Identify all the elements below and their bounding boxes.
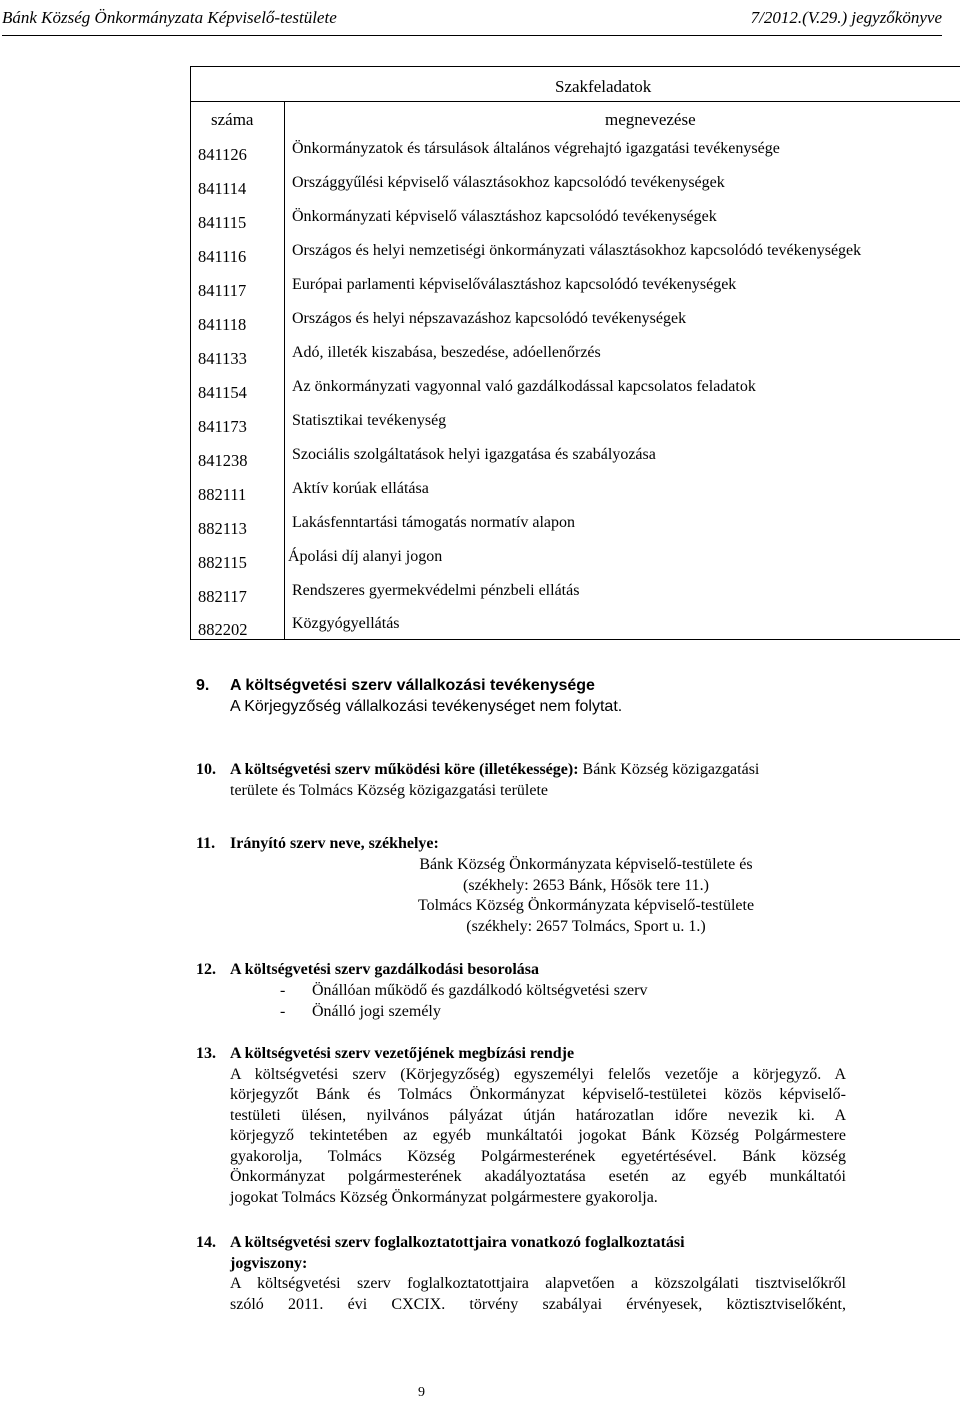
row-name: Szociális szolgáltatások helyi igazgatása és szabályozása — [292, 446, 656, 463]
row-code: 841133 — [198, 349, 247, 368]
row-name: Európai parlamenti képviselőválasztáshoz kapcsolódó tevékenységek — [292, 276, 737, 293]
section-body — [230, 760, 846, 801]
row-code: 882117 — [198, 587, 247, 606]
table-row — [191, 610, 960, 644]
paragraph-line: A költségvetési szerv foglalkoztatottjaira alapvetően a közszolgálati tisztviselőkről — [230, 1275, 846, 1292]
table-row — [191, 237, 960, 271]
table-row — [191, 407, 960, 441]
page-header — [2, 4, 942, 30]
section-13 — [196, 1044, 846, 1214]
paragraph-line: testületi ülésen, nyilvános pályázat útján határozatlan időre nevezik ki. A — [230, 1106, 846, 1124]
paragraph-line: gyakorolja, Tolmács Község Polgármesterének egyetértésével. Bánk község — [230, 1147, 846, 1165]
table-row — [191, 203, 960, 237]
table-row — [191, 135, 960, 169]
column-header-code: száma — [211, 110, 254, 129]
section-title: A költségvetési szerv foglalkoztatottjaira vonatkozó foglalkoztatási — [230, 1234, 685, 1251]
table-row — [191, 475, 960, 509]
row-code: 882113 — [198, 519, 247, 538]
section-body — [230, 834, 846, 855]
paragraph-line: körjegyzőt Bánk és Tolmács Önkormányzat képviselő-testületei közös képviselő- — [230, 1086, 846, 1103]
table-row — [191, 543, 960, 577]
row-name: Országos és helyi népszavazáshoz kapcsolódó tevékenységek — [292, 310, 687, 327]
dash: - — [280, 982, 286, 999]
section-number: 11. — [196, 835, 216, 852]
row-name: Országgyűlési képviselő választásokhoz kapcsolódó tevékenységek — [292, 174, 725, 191]
row-code: 841126 — [198, 145, 247, 164]
row-code: 882111 — [198, 485, 247, 504]
row-name: Országos és helyi nemzetiségi önkormányzati választásokhoz kapcsolódó tevékenységek — [292, 242, 862, 259]
section-number: 9. — [196, 677, 210, 694]
section-number: 10. — [196, 761, 216, 778]
section-11 — [196, 834, 846, 942]
section-title: A költségvetési szerv működési köre (illetékessége): — [230, 761, 579, 778]
row-code: 841238 — [198, 451, 248, 470]
section-text: A Körjegyzőség vállalkozási tevékenységet nem folytat. — [230, 697, 623, 715]
header-rule — [2, 35, 942, 36]
table-row — [191, 169, 960, 203]
row-code: 841173 — [198, 417, 247, 436]
row-code: 882202 — [198, 620, 248, 639]
row-code: 841118 — [198, 315, 247, 334]
paragraph-line: A költségvetési szerv (Körjegyzőség) egyszemélyi felelős vezetője a körjegyző. A — [230, 1065, 846, 1083]
header-left: Bánk Község Önkormányzata Képviselő-testülete — [2, 8, 337, 27]
section-title: A költségvetési szerv gazdálkodási besorolása — [230, 961, 540, 978]
paragraph-line: szóló 2011. évi CXCIX. törvény szabályai érvényesek, köztisztviselőként, — [230, 1295, 846, 1313]
paragraph-line: jogokat Tolmács Község Önkormányzat polgármestere gyakorolja. — [230, 1188, 658, 1206]
table-divider — [191, 101, 960, 102]
section-text: Bánk Község közigazgatási — [578, 761, 760, 778]
section-number: 14. — [196, 1234, 216, 1251]
section-body — [230, 1044, 846, 1208]
table-row — [191, 305, 960, 339]
szakfeladatok-table — [190, 66, 960, 640]
table-row — [191, 339, 960, 373]
row-name: Lakásfenntartási támogatás normatív alapon — [292, 514, 576, 531]
section-number: 12. — [196, 961, 216, 978]
dash: - — [280, 1002, 286, 1020]
table-row — [191, 509, 960, 543]
irányító-lines — [196, 855, 960, 937]
paragraph-line: Önkormányzat polgármesterének akadályoztatása esetén az egyéb munkáltatói — [230, 1168, 846, 1185]
section-text: területe és Tolmács Község közigazgatási területe — [230, 781, 549, 799]
section-number: 13. — [196, 1045, 216, 1062]
row-name: Az önkormányzati vagyonnal való gazdálkodással kapcsolatos feladatok — [292, 378, 756, 395]
address-line: Bánk Község Önkormányzata képviselő-testülete és — [419, 856, 753, 873]
address-line: (székhely: 2653 Bánk, Hősök tere 11.) — [462, 876, 709, 894]
paragraph-line: körjegyző tekintetében az egyéb munkáltatói jogokat Bánk Község Polgármestere — [230, 1127, 846, 1144]
section-14 — [196, 1233, 846, 1317]
address-line: (székhely: 2657 Tolmács, Sport u. 1.) — [466, 917, 706, 935]
row-name: Ápolási díj alanyi jogon — [288, 548, 443, 565]
list-item: - Önálló jogi személy — [280, 1002, 800, 1023]
header-right: 7/2012.(V.29.) jegyzőkönyve — [750, 8, 942, 27]
section-title: A költségvetési szerv vállalkozási tevékenysége — [230, 677, 595, 694]
section-body — [230, 1233, 846, 1315]
row-name: Rendszeres gyermekvédelmi pénzbeli ellátás — [292, 582, 580, 599]
section-9 — [196, 676, 846, 720]
row-code: 841114 — [198, 179, 247, 198]
table-row — [191, 271, 960, 305]
section-10 — [196, 760, 846, 804]
address-line: Tolmács Község Önkormányzata képviselő-testülete — [417, 897, 755, 914]
table-row — [191, 373, 960, 407]
row-code: 841116 — [198, 247, 247, 266]
column-header-name: megnevezése — [605, 110, 696, 129]
section-body — [230, 676, 846, 717]
section-title-cont: jogviszony: — [230, 1254, 308, 1272]
row-name: Aktív korúak ellátása — [292, 480, 429, 497]
row-code: 882115 — [198, 553, 247, 572]
row-name: Közgyógyellátás — [292, 615, 400, 632]
table-title: Szakfeladatok — [555, 77, 652, 96]
row-name: Adó, illeték kiszabása, beszedése, adóellenőrzés — [292, 344, 601, 361]
row-code: 841154 — [198, 383, 247, 402]
section-12 — [196, 960, 846, 1024]
section-title: Irányító szerv neve, székhelye: — [230, 835, 439, 852]
table-row — [191, 577, 960, 611]
row-code: 841115 — [198, 213, 247, 232]
bullet-list — [280, 981, 800, 1022]
table-row — [191, 441, 960, 475]
row-code: 841117 — [198, 281, 247, 300]
row-name: Statisztikai tevékenység — [292, 412, 447, 429]
section-body — [230, 960, 846, 981]
row-name: Önkormányzati képviselő választáshoz kapcsolódó tevékenységek — [292, 208, 717, 225]
row-name: Önkormányzatok és társulások általános végrehajtó igazgatási tevékenysége — [292, 140, 780, 157]
list-item: - Önállóan működő és gazdálkodó költségvetési szerv — [280, 981, 800, 1002]
page-number: 9 — [418, 1385, 425, 1400]
section-title: A költségvetési szerv vezetőjének megbízási rendje — [230, 1045, 575, 1062]
